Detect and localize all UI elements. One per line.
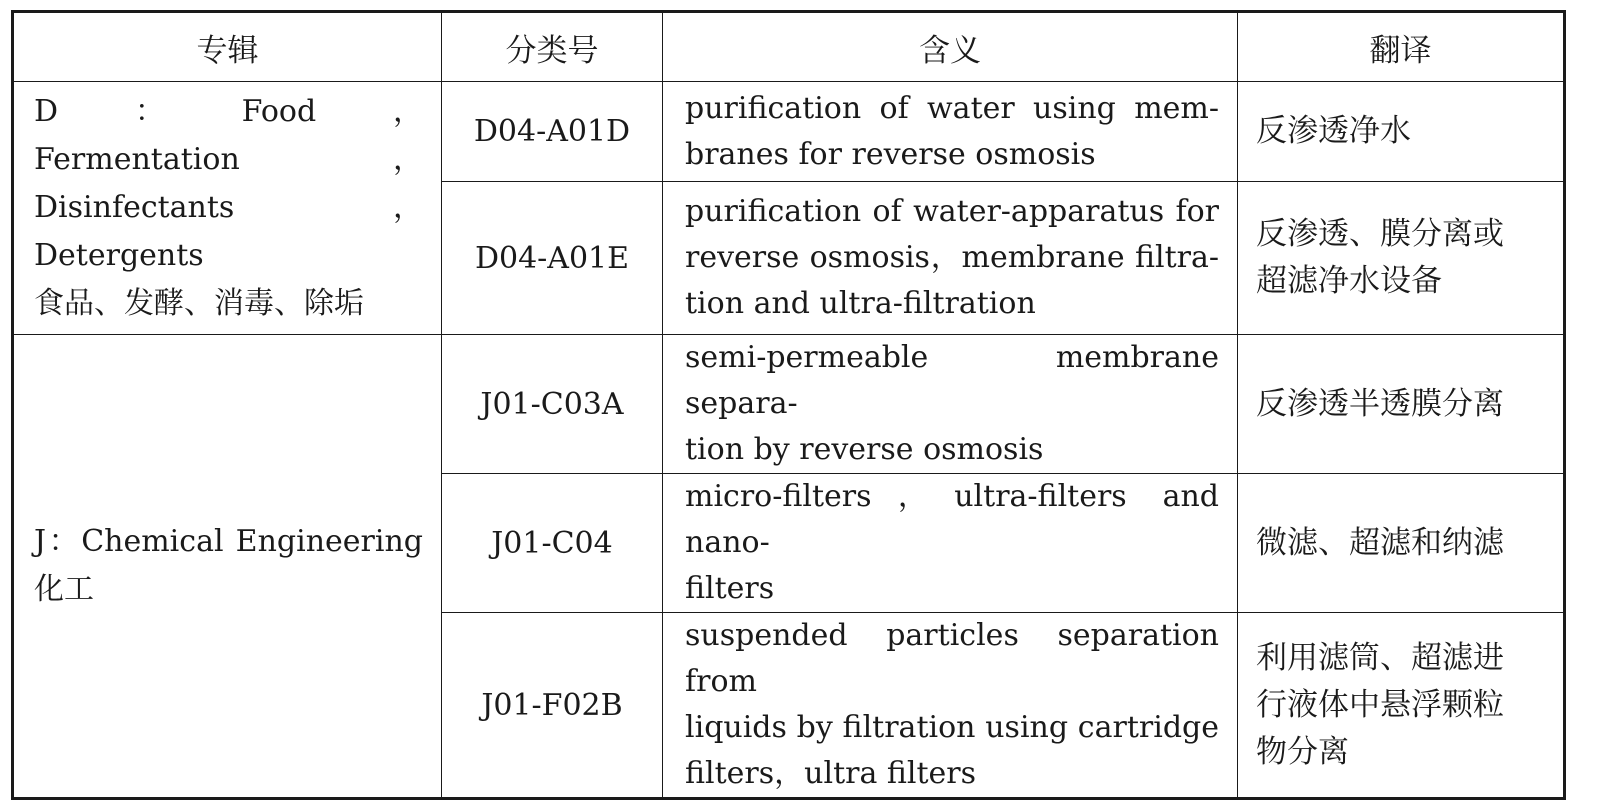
table-row <box>13 335 1565 474</box>
ji-line: 食品、发酵、消毒、除垢 <box>34 286 364 321</box>
header-meaning: 含义 <box>663 12 1238 82</box>
translation-cell <box>1238 613 1565 799</box>
meaning-cell <box>663 335 1238 474</box>
meaning-cell <box>663 613 1238 799</box>
translation-cell <box>1238 335 1565 474</box>
translation-line: 反渗透半透膜分离 <box>1256 385 1504 422</box>
translation-line: 物分离 <box>1256 733 1349 770</box>
translation-line: 行液体中悬浮颗粒 <box>1256 686 1504 723</box>
translation-line: 反渗透净水 <box>1256 113 1411 149</box>
meaning-line: reverse osmosis，membrane filtra- <box>685 240 1219 275</box>
header-translation: 翻译 <box>1238 12 1565 82</box>
translation-cell <box>1238 182 1565 335</box>
translation-line: 微滤、超滤和纳滤 <box>1256 524 1504 561</box>
meaning-cell <box>663 182 1238 335</box>
group-d-ji-cell <box>13 82 442 335</box>
meaning-line: liquids by filtration using cartridge <box>685 710 1219 745</box>
translation-line: 利用滤筒、超滤进 <box>1256 639 1504 676</box>
code-cell: D04-A01E <box>442 182 663 335</box>
ji-line: 化工 <box>34 572 94 607</box>
meaning-line: purification of water-apparatus for <box>685 194 1219 229</box>
meaning-line: branes for reverse osmosis <box>685 136 1096 172</box>
code-cell: J01-C03A <box>442 335 663 474</box>
meaning-line: tion by reverse osmosis <box>685 432 1044 467</box>
ji-line: J：Chemical Engineering <box>34 524 423 559</box>
translation-line: 超滤净水设备 <box>1256 263 1442 299</box>
header-ji: 专辑 <box>13 12 442 82</box>
translation-cell <box>1238 474 1565 613</box>
meaning-line: micro-filters，ultra-filters and nano- <box>685 479 1219 560</box>
code-cell: J01-C04 <box>442 474 663 613</box>
group-j-ji-cell <box>13 335 442 799</box>
code-cell: J01-F02B <box>442 613 663 799</box>
table-row <box>13 82 1565 182</box>
meaning-line: semi-permeable membrane separa- <box>685 340 1219 421</box>
classification-table <box>11 10 1566 800</box>
translation-cell <box>1238 82 1565 182</box>
code-cell: D04-A01D <box>442 82 663 182</box>
meaning-line: purification of water using mem- <box>685 90 1219 126</box>
meaning-cell <box>663 82 1238 182</box>
ji-line: D：Food，Fermentation， <box>34 94 423 177</box>
meaning-line: filters <box>685 571 775 606</box>
translation-line: 反渗透、膜分离或 <box>1256 216 1504 252</box>
header-row <box>13 12 1565 82</box>
meaning-line: filters，ultra filters <box>685 756 977 791</box>
ji-line: Disinfectants，Detergents <box>34 190 423 273</box>
header-code: 分类号 <box>442 12 663 82</box>
meaning-line: suspended particles separation from <box>685 618 1219 699</box>
meaning-cell <box>663 474 1238 613</box>
meaning-line: tion and ultra-filtration <box>685 286 1036 321</box>
